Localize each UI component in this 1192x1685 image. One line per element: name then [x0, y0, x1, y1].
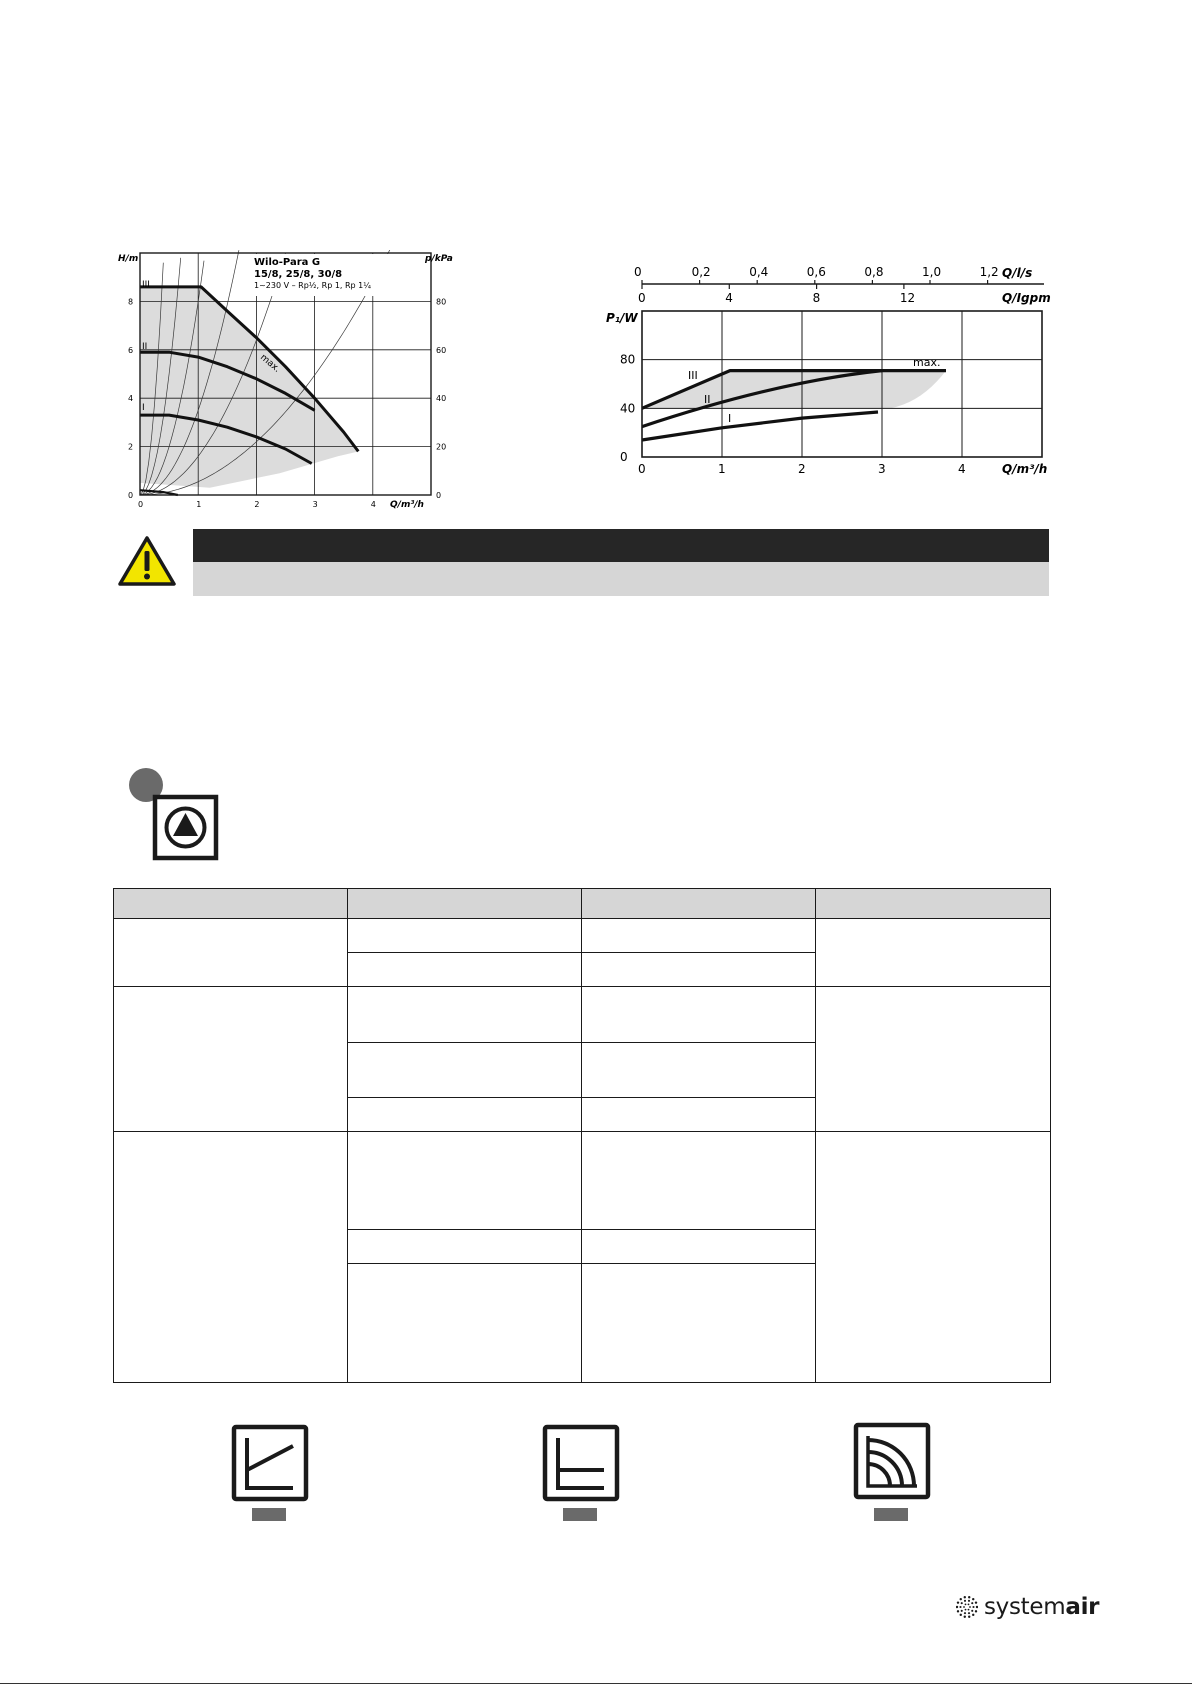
chart1-label-ii: II [142, 342, 148, 352]
table-cell [348, 953, 582, 987]
table-header-cell [114, 889, 348, 919]
brand-suffix: air [1065, 1594, 1100, 1620]
table-cell [582, 1132, 816, 1230]
mode-marker-constant [563, 1508, 597, 1521]
table-cell [348, 919, 582, 953]
chart2-x2tick: 0,6 [806, 265, 826, 279]
chart1-ytick: 2 [128, 442, 134, 452]
table-header-cell [348, 889, 582, 919]
pump-mode-icon [128, 767, 224, 867]
chart2-x3tick: 8 [812, 291, 821, 305]
chart2-x2tick: 0,8 [864, 265, 884, 279]
table-cell [114, 1132, 348, 1383]
table-cell [582, 919, 816, 953]
logo-dot [957, 1610, 959, 1612]
chart1-ytick: 4 [128, 394, 134, 404]
logo-dot [971, 1610, 973, 1612]
mode-marker-speed [874, 1508, 908, 1521]
chart1-y2tick: 0 [436, 491, 442, 500]
table-cell [348, 1043, 582, 1098]
chart1-xtick: 0 [138, 500, 144, 509]
chart2-xtick: 0 [638, 462, 646, 476]
logo-dot [963, 1606, 965, 1608]
chart2-max-label: max. [913, 356, 941, 369]
chart2-xtick: 4 [958, 462, 966, 476]
page-bottom-rule [0, 1683, 1192, 1684]
table-cell [816, 919, 1051, 987]
table-row [114, 987, 1051, 1043]
chart2-xtick: 3 [878, 462, 886, 476]
chart2-x2tick: 0 [634, 265, 642, 279]
table-cell [816, 1132, 1051, 1383]
logo-dot [964, 1600, 966, 1602]
warning-body-bar [193, 562, 1049, 596]
mode-marker-proportional [252, 1508, 286, 1521]
chart1-y2tick: 60 [436, 345, 447, 355]
logo-dot [968, 1612, 970, 1614]
table-cell [582, 1098, 816, 1132]
table-header-cell [582, 889, 816, 919]
chart2-x2tick: 1,2 [979, 265, 999, 279]
logo-dot [968, 1616, 970, 1618]
chart2-xtick: 1 [718, 462, 726, 476]
chart1-ytick: 8 [128, 297, 134, 307]
logo-dot [961, 1610, 963, 1612]
chart2-top-ticks [634, 265, 999, 305]
chart2-ytick: 0 [620, 450, 628, 464]
constant-pressure-icon [542, 1424, 622, 1504]
table-row [114, 1132, 1051, 1230]
chart1-y2label: p/kPa [425, 254, 453, 264]
chart2-x3label: Q/Igpm [1002, 291, 1051, 305]
table-cell [582, 953, 816, 987]
table-cell [582, 987, 816, 1043]
chart2-ytick: 40 [620, 401, 636, 416]
brand-prefix: system [984, 1594, 1066, 1620]
table-row [114, 919, 1051, 953]
chart2-label-i: I [728, 412, 732, 425]
chart1-ylabel: H/m [118, 254, 139, 264]
logo-dot [968, 1609, 970, 1611]
logo-dot [968, 1596, 970, 1598]
logo-dot [959, 1606, 961, 1608]
logo-dot [972, 1598, 974, 1600]
chart2-x2tick: 0,4 [749, 265, 769, 279]
chart2-x2tick: 1,0 [922, 265, 942, 279]
logo-dot [964, 1616, 966, 1618]
chart2-x2label: Q/l/s [1002, 266, 1033, 280]
chart2-x3tick: 4 [725, 291, 733, 305]
chart1-xtick: 2 [254, 500, 260, 509]
chart1-xtick: 3 [312, 500, 318, 509]
pump-curve-chart [112, 250, 482, 512]
chart1-max-label: max. [258, 352, 282, 375]
table-cell [582, 1264, 816, 1383]
chart1-subtitle: 15/8, 25/8, 30/8 [254, 269, 343, 280]
logo-dot [972, 1614, 974, 1616]
chart1-spec: 1~230 V – Rp½, Rp 1, Rp 1¼ [254, 281, 372, 290]
table-cell [348, 1098, 582, 1132]
logo-dot [971, 1602, 973, 1604]
logo-dot [976, 1606, 978, 1608]
chart1-label-iii: III [142, 280, 150, 290]
logo-dot [956, 1606, 958, 1608]
systemair-logo [956, 1594, 1099, 1620]
logo-dot [972, 1606, 974, 1608]
chart1-y2tick: 80 [436, 297, 447, 307]
chart2-x3tick: 12 [899, 291, 916, 305]
table-cell [348, 1132, 582, 1230]
table-cell [114, 987, 348, 1132]
chart2-xtick: 2 [798, 462, 806, 476]
logo-dot [968, 1600, 970, 1602]
table-cell [582, 1043, 816, 1098]
chart1-xtick: 1 [196, 500, 202, 509]
constant-speed-icon [853, 1422, 933, 1502]
table-cell [348, 1230, 582, 1264]
logo-dot [964, 1596, 966, 1598]
table-cell [582, 1230, 816, 1264]
chart1-xtick: 4 [370, 500, 376, 509]
warning-triangle-icon [117, 535, 177, 587]
logo-dot [961, 1602, 963, 1604]
table-cell [114, 919, 348, 987]
chart1-y2tick: 40 [436, 394, 447, 404]
chart1-ytick: 6 [128, 345, 134, 355]
proportional-pressure-icon [231, 1424, 311, 1504]
logo-dot [960, 1598, 962, 1600]
systemair-logo-icon [956, 1596, 978, 1618]
table-cell [348, 1264, 582, 1383]
chart2-ylabel: P₁/W [606, 311, 638, 325]
logo-dot [960, 1614, 962, 1616]
logo-dot [957, 1601, 959, 1603]
chart2-xlabel: Q/m³/h [1002, 462, 1048, 476]
table-cell [816, 987, 1051, 1132]
chart2-label-ii: II [704, 393, 711, 406]
table-header-cell [816, 889, 1051, 919]
power-curve-chart [598, 260, 1058, 482]
chart1-title: Wilo-Para G [254, 257, 321, 268]
logo-dot [975, 1610, 977, 1612]
logo-dot [965, 1609, 967, 1611]
chart2-label-iii: III [688, 369, 698, 382]
table-cell [348, 987, 582, 1043]
table-header-row [114, 889, 1051, 919]
logo-dot [965, 1604, 967, 1606]
chart2-x2tick: 0,2 [691, 265, 711, 279]
spec-table [113, 888, 1051, 1383]
chart2-ytick: 80 [620, 352, 636, 367]
logo-dot [975, 1601, 977, 1603]
brand-wordmark [984, 1594, 1099, 1620]
logo-dot [964, 1612, 966, 1614]
chart1-label-i: I [142, 403, 145, 413]
chart2-x3tick: 0 [638, 291, 646, 305]
chart1-ytick: 0 [128, 491, 134, 500]
chart1-xlabel: Q/m³/h [390, 500, 424, 510]
logo-dot [969, 1606, 971, 1608]
chart1-y2tick: 20 [436, 442, 447, 452]
warning-header-bar [193, 529, 1049, 562]
chart1-operating-area [140, 287, 358, 488]
logo-dot [968, 1604, 970, 1606]
